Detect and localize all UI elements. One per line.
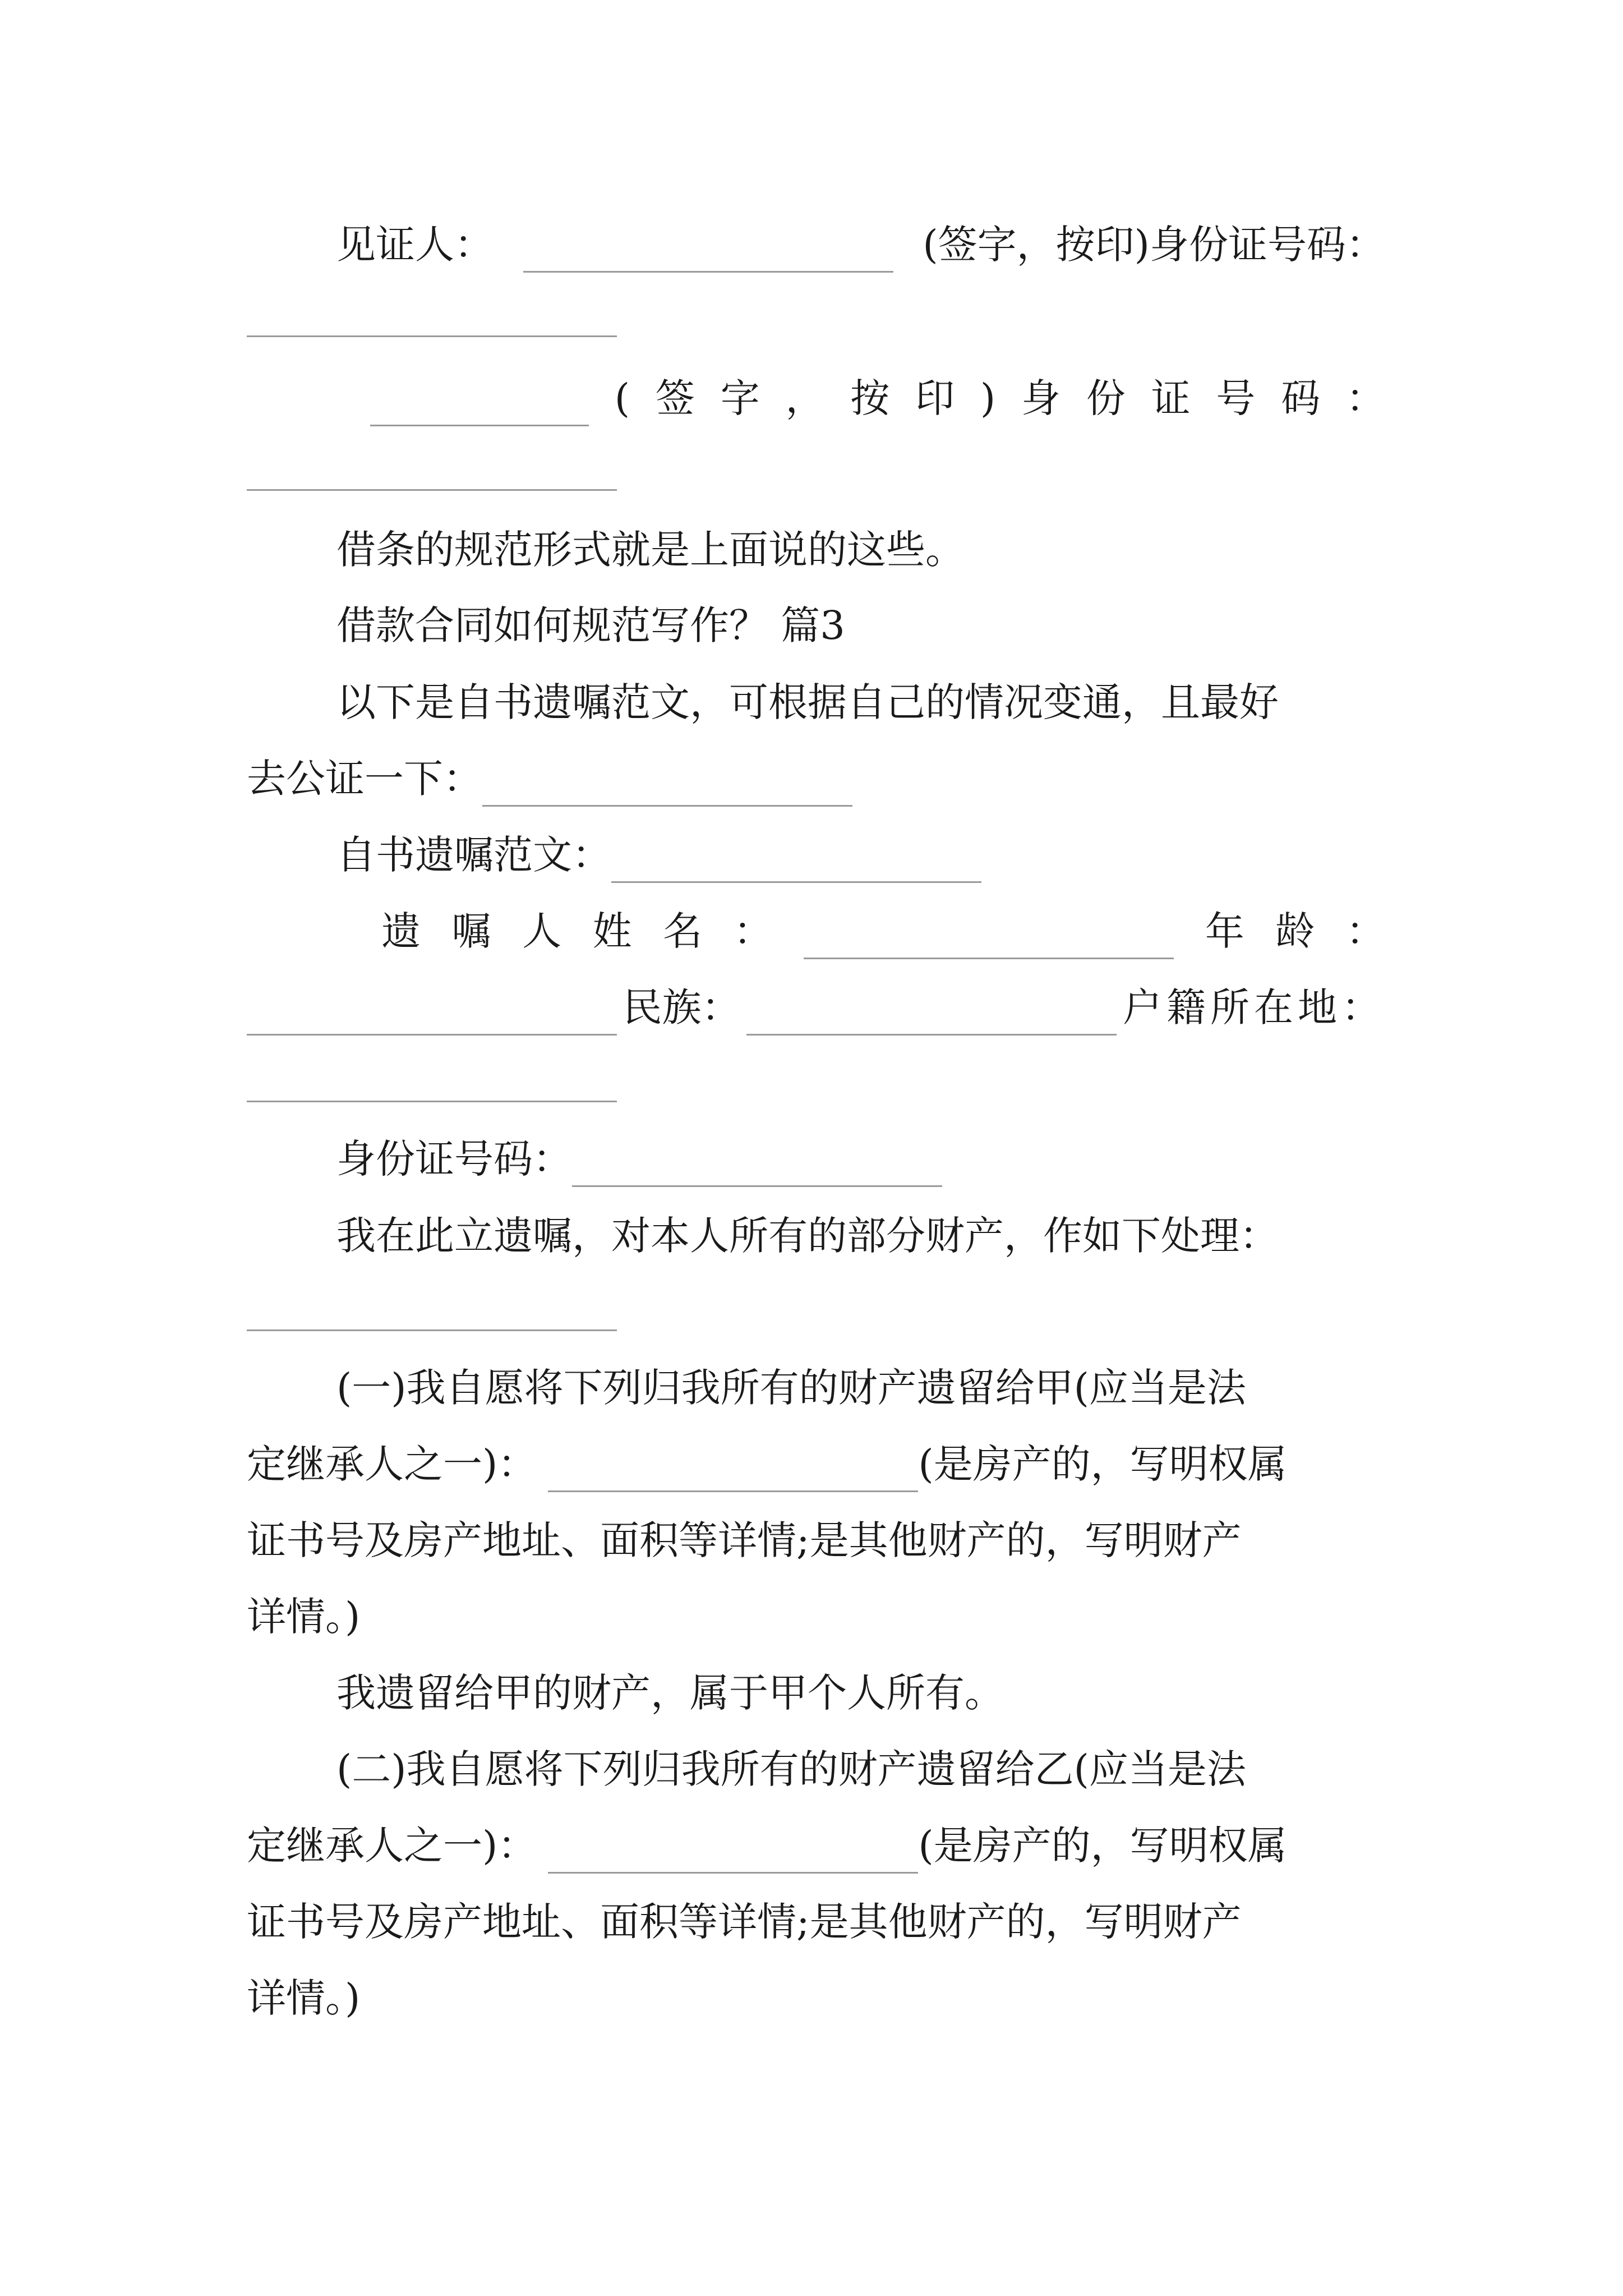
sign-char: 按 bbox=[850, 375, 890, 421]
name-char: 遗 bbox=[381, 908, 421, 954]
sign-char: 码 bbox=[1281, 375, 1321, 421]
testator-id-blank[interactable] bbox=[572, 1152, 942, 1187]
name-char: 人 bbox=[522, 908, 562, 954]
ethnicity-domicile-line bbox=[247, 979, 1385, 1036]
witness-id-blank-2[interactable] bbox=[247, 489, 617, 491]
testator-name-age-line bbox=[381, 903, 1385, 959]
testator-id-line bbox=[336, 1131, 1385, 1187]
clause2-line-4: 详情。) bbox=[247, 1975, 361, 2021]
age-char: ： bbox=[1345, 908, 1385, 954]
clause1-line-1: (一)我自愿将下列归我所有的财产遗留给甲(应当是法 bbox=[336, 1365, 1246, 1411]
clause2-line-2 bbox=[247, 1818, 1385, 1874]
name-char: 姓 bbox=[592, 908, 632, 954]
sign-char: 号 bbox=[1216, 375, 1256, 421]
age-char: 龄 bbox=[1275, 908, 1315, 954]
domicile-blank[interactable] bbox=[247, 1101, 617, 1102]
sign-char: ) bbox=[980, 375, 996, 421]
intro-text: 去公证一下： bbox=[247, 756, 482, 802]
clause1-note: (是房产的，写明权属 bbox=[918, 1441, 1287, 1487]
clause2-line-3: 证书号及房产地址、面积等详情;是其他财产的，写明财产 bbox=[247, 1899, 1242, 1945]
notary-blank[interactable] bbox=[482, 771, 852, 807]
sign-char: 份 bbox=[1086, 375, 1126, 421]
clause1-ownership: 我遗留给甲的财产，属于甲个人所有。 bbox=[336, 1670, 1004, 1716]
sample-label-line bbox=[336, 827, 1385, 883]
section-heading: 借款合同如何规范写作？ 篇3 bbox=[336, 602, 845, 648]
witness-name-blank[interactable] bbox=[523, 237, 893, 273]
clause2-line-1: (二)我自愿将下列归我所有的财产遗留给乙(应当是法 bbox=[336, 1746, 1246, 1792]
sign-char: 字 bbox=[720, 375, 760, 421]
clause1-heir-label: 定继承人之一)： bbox=[247, 1441, 537, 1487]
sign-char: 身 bbox=[1021, 375, 1061, 421]
age-char: 年 bbox=[1205, 908, 1244, 954]
ethnicity-label: 民族： bbox=[623, 984, 741, 1030]
age-blank[interactable] bbox=[247, 1000, 617, 1036]
name-char: 名 bbox=[663, 908, 703, 954]
witness-label: 见证人： bbox=[336, 222, 494, 268]
sign-char: 签 bbox=[655, 375, 695, 421]
clause1-line-4: 详情。) bbox=[247, 1594, 361, 1640]
clause1-line-2 bbox=[247, 1436, 1385, 1492]
name-char: ： bbox=[733, 908, 773, 954]
name-char: 嘱 bbox=[451, 908, 491, 954]
testator-name-blank[interactable] bbox=[804, 924, 1174, 959]
clause1-property-blank[interactable] bbox=[548, 1457, 918, 1492]
sample-blank[interactable] bbox=[611, 848, 981, 883]
clause2-heir-label: 定继承人之一)： bbox=[247, 1823, 537, 1869]
sign-char: 印 bbox=[915, 375, 955, 421]
witness-line-2 bbox=[370, 370, 1385, 426]
clause2-property-blank[interactable] bbox=[548, 1838, 918, 1874]
declaration-blank[interactable] bbox=[247, 1329, 617, 1331]
clause2-note: (是房产的，写明权属 bbox=[918, 1823, 1287, 1869]
sign-char: 证 bbox=[1151, 375, 1191, 421]
witness-line-1 bbox=[336, 217, 1385, 273]
domicile-label: 户籍所在地： bbox=[1122, 984, 1385, 1030]
summary-text: 借条的规范形式就是上面说的这些。 bbox=[336, 527, 965, 573]
witness-sign-note: (签字，按印)身份证号码： bbox=[923, 222, 1385, 268]
intro-line-1: 以下是自书遗嘱范文，可根据自己的情况变通，且最好 bbox=[336, 679, 1279, 725]
ethnicity-blank[interactable] bbox=[746, 1000, 1117, 1036]
sign-char: ， bbox=[785, 375, 825, 421]
sign-char: ： bbox=[1345, 375, 1385, 421]
sample-label: 自书遗嘱范文： bbox=[336, 832, 611, 878]
testator-id-label: 身份证号码： bbox=[336, 1136, 572, 1182]
declaration-text: 我在此立遗嘱，对本人所有的部分财产，作如下处理： bbox=[336, 1213, 1279, 1259]
sign-char: ( bbox=[614, 375, 630, 421]
witness2-name-blank[interactable] bbox=[370, 391, 589, 426]
intro-line-2 bbox=[247, 751, 1385, 807]
witness-id-blank-1[interactable] bbox=[247, 335, 617, 337]
clause1-line-3: 证书号及房产地址、面积等详情;是其他财产的，写明财产 bbox=[247, 1517, 1242, 1563]
